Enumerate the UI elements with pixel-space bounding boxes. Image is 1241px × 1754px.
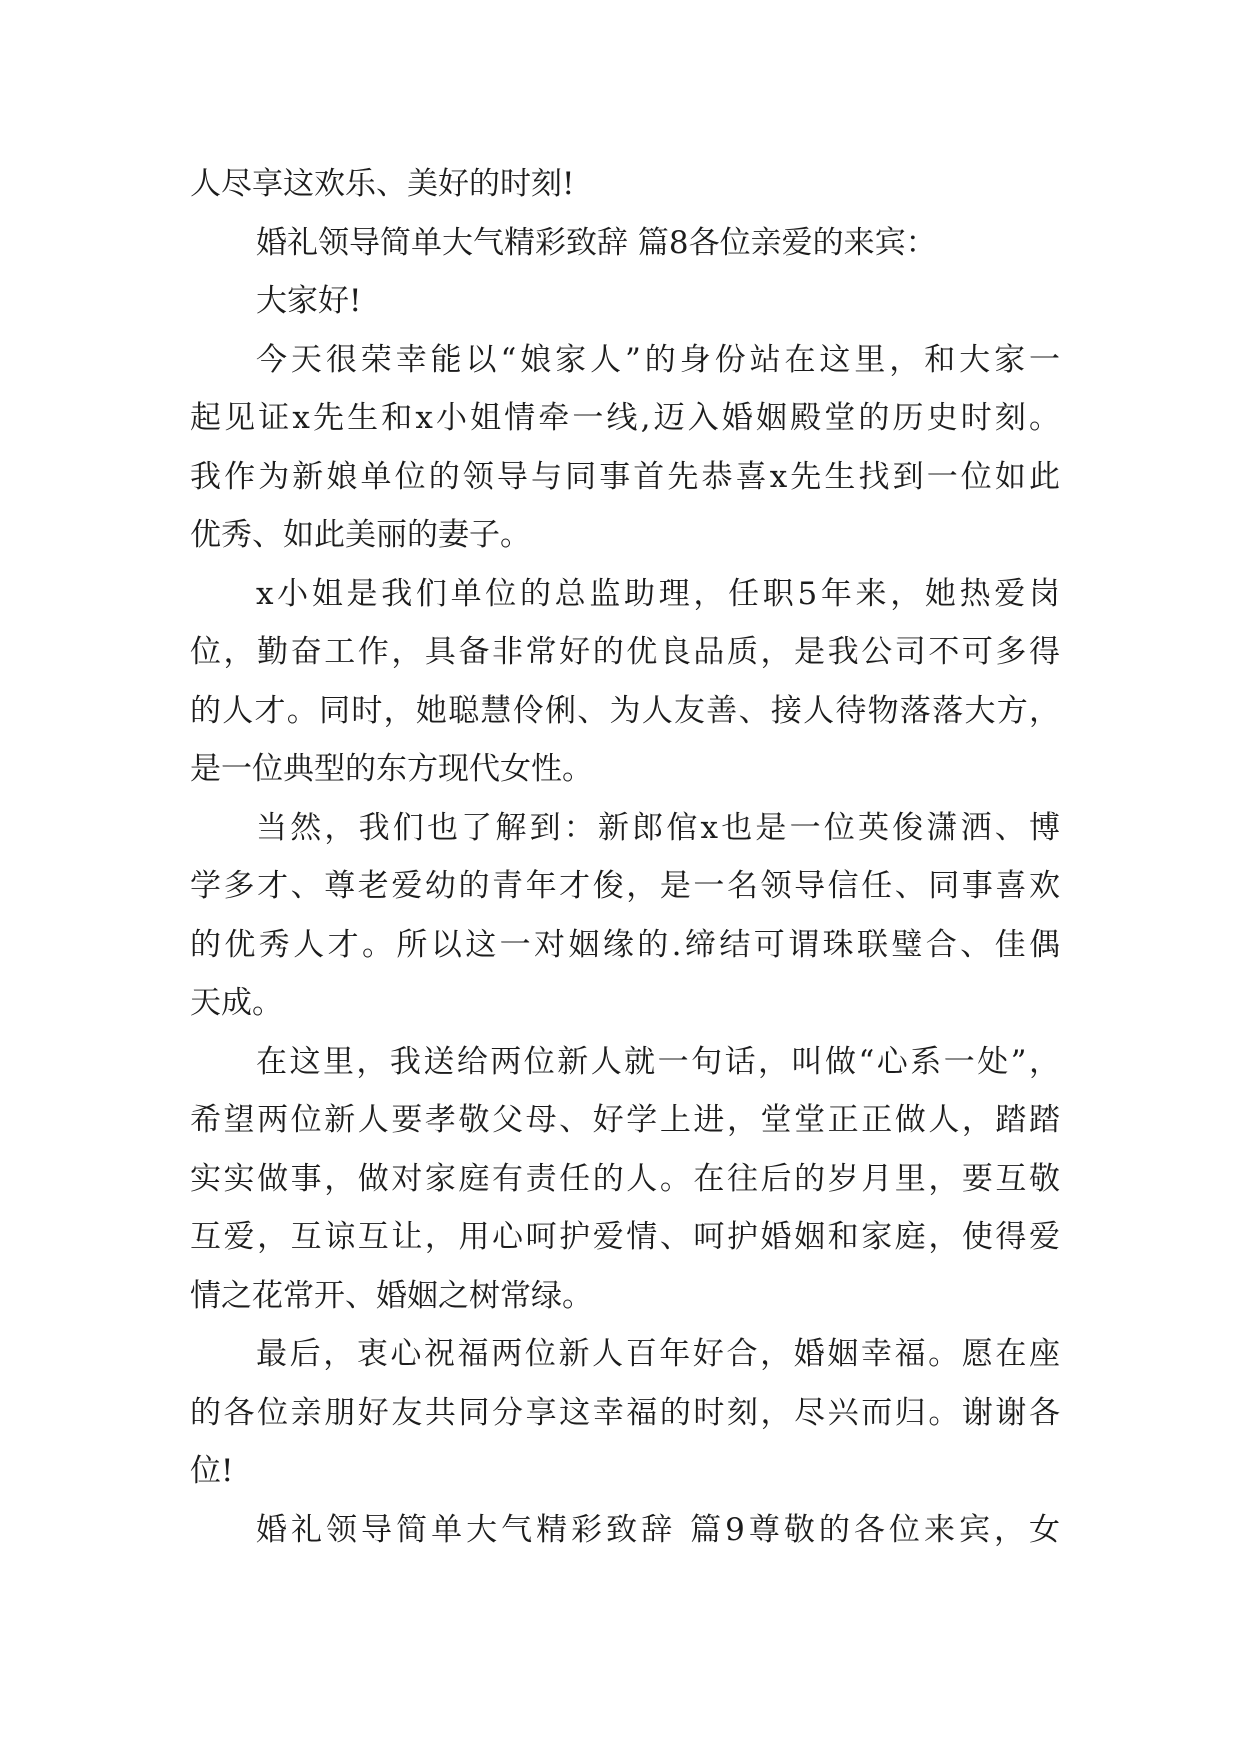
text-line: 当然，我们也了解到：新郎倌x也是一位英俊潇洒、博: [256, 809, 1060, 846]
text-line: 大家好!: [256, 283, 362, 319]
greeting: [190, 272, 1060, 331]
text-line: 互爱，互谅互让，用心呵护爱情、呵护婚姻和家庭，使得爱: [190, 1219, 1060, 1255]
text-line: 希望两位新人要孝敬父母、好学上进，堂堂正正做人，踏踏: [190, 1102, 1060, 1138]
text-line: 起见证x先生和x小姐情牵一线,迈入婚姻殿堂的历史时刻。: [190, 400, 1060, 436]
paragraph: [190, 1325, 1060, 1501]
text-line: 位，勤奋工作，具备非常好的优良品质，是我公司不可多得: [190, 634, 1060, 670]
text-line: 婚礼领导简单大气精彩致辞 篇9尊敬的各位来宾，女: [256, 1511, 1060, 1548]
text-line: 学多才、尊老爱幼的青年才俊，是一名领导信任、同事喜欢: [190, 868, 1060, 904]
text-line: 实实做事，做对家庭有责任的人。在往后的岁月里，要互敬: [190, 1160, 1060, 1197]
text-line: 天成。: [190, 985, 283, 1021]
paragraph: [190, 565, 1060, 799]
paragraph-continuation: [190, 155, 1060, 214]
text-line: 位!: [190, 1453, 234, 1489]
text-line: 的各位亲朋好友共同分享这幸福的时刻，尽兴而归。谢谢各: [190, 1394, 1060, 1431]
text-line: 人尽享这欢乐、美好的时刻!: [190, 166, 575, 202]
section-heading-8: [190, 214, 1060, 273]
paragraph: [190, 1033, 1060, 1326]
text-line: 我作为新娘单位的领导与同事首先恭喜x先生找到一位如此: [190, 458, 1060, 495]
paragraph: [190, 799, 1060, 1033]
document-page: [190, 155, 1060, 1559]
text-line: 最后，衷心祝福两位新人百年好合，婚姻幸福。愿在座: [256, 1336, 1060, 1372]
text-line: 是一位典型的东方现代女性。: [190, 751, 593, 787]
section-heading-9: [190, 1501, 1060, 1560]
paragraph: [190, 331, 1060, 565]
text-line: 情之花常开、婚姻之树常绿。: [190, 1277, 593, 1314]
text-line: 婚礼领导简单大气精彩致辞 篇8各位亲爱的来宾：: [256, 224, 937, 261]
text-line: 的优秀人才。所以这一对姻缘的.缔结可谓珠联璧合、佳偶: [190, 926, 1060, 963]
text-line: 优秀、如此美丽的妻子。: [190, 517, 531, 553]
text-line: 的人才。同时，她聪慧伶俐、为人友善、接人待物落落大方，: [190, 692, 1060, 729]
text-line: x小姐是我们单位的总监助理，任职5年来，她热爱岗: [256, 575, 1060, 612]
text-line: 在这里，我送给两位新人就一句话，叫做“心系一处”，: [256, 1043, 1060, 1080]
text-line: 今天很荣幸能以“娘家人”的身份站在这里，和大家一: [256, 341, 1060, 378]
